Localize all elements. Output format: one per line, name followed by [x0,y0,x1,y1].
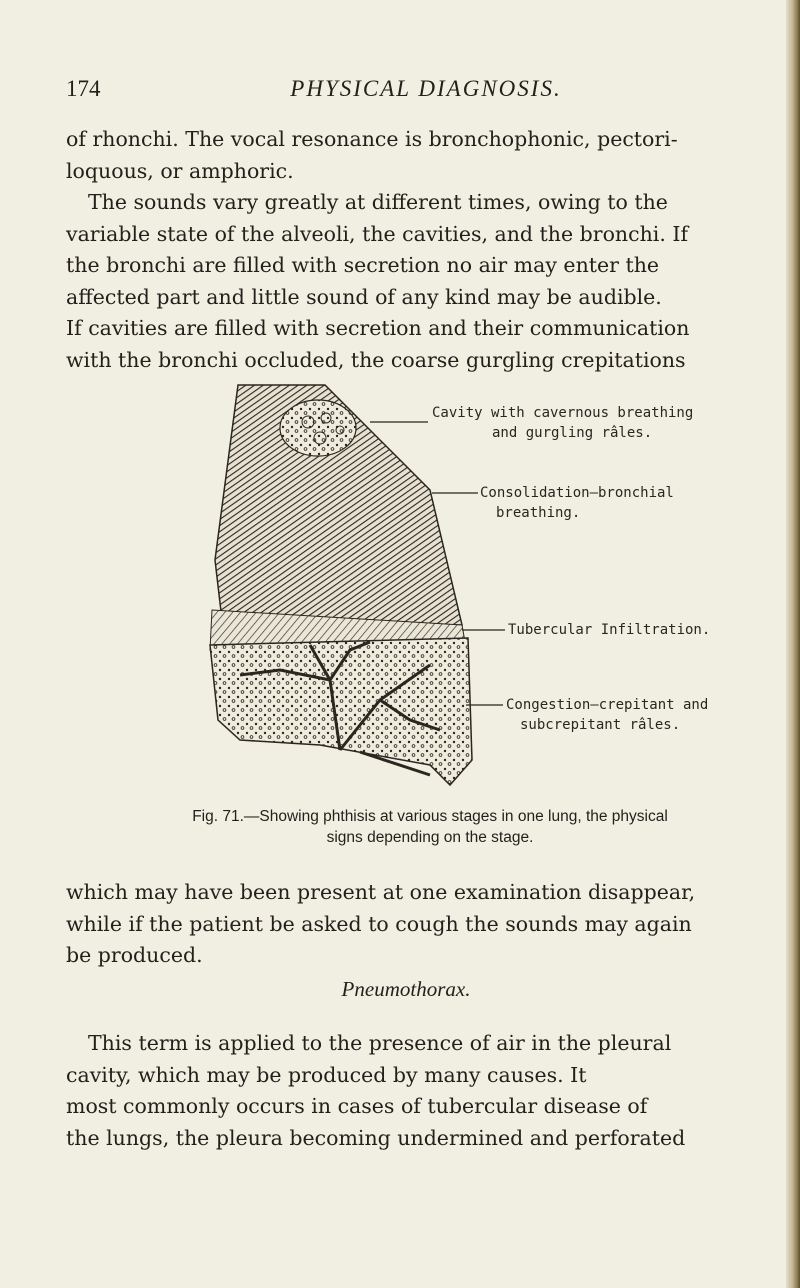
text-line: which may have been present at one examination disappear, [66,880,696,904]
caption-line: signs depending on the stage. [326,829,534,846]
label-consolidation: Consolidation—bronchial [480,485,674,501]
text-line: of rhonchi. The vocal resonance is bronchophonic, pectori- [66,127,678,151]
label-consolidation-cont: breathing. [496,505,581,521]
text-line: while if the patient be asked to cough the sounds may again [66,911,692,936]
paragraph-bottom [66,1028,746,1154]
text-line: This term is applied to the presence of air in the pleural [88,1031,672,1055]
lung-figure [200,380,720,795]
label-congestion: Congestion—crepitant and [506,697,709,713]
caption-line: Fig. 71.—Showing phthisis at various stages in one lung, the physical [192,808,668,825]
text-line: loquous, or amphoric. [66,158,294,183]
page-edge-shadow [786,0,800,1288]
text-line: variable state of the alveoli, the cavities, and the bronchi. If [66,221,689,246]
figure-caption [160,806,700,848]
text-line: most commonly occurs in cases of tubercular disease of [66,1094,648,1118]
text-line: cavity, which may be produced by many causes. It [66,1062,587,1087]
label-tubercular: Tubercular Infiltration. [508,622,711,638]
paragraph-middle [66,877,746,972]
label-cavity: Cavity with cavernous breathing [432,405,694,421]
text-line: be produced. [66,943,203,967]
text-line: If cavities are filled with secretion and their communication [66,316,690,340]
text-line: with the bronchi occluded, the coarse gurgling crepitations [66,347,686,372]
congestion-region [210,638,472,785]
running-head: PHYSICAL DIAGNOSIS. [290,76,562,101]
label-cavity-cont: and gurgling râles. [492,425,653,441]
page-number: 174 [66,76,101,101]
text-line: the bronchi are filled with secretion no air may enter the [66,253,660,277]
label-congestion-cont: subcrepitant râles. [520,717,681,733]
text-line: affected part and little sound of any kind may be audible. [66,284,662,309]
paragraph-top [66,124,746,376]
text-line: The sounds vary greatly at different times, owing to the [88,190,668,214]
cavity-region [280,400,356,456]
section-title: Pneumothorax. [341,977,471,1001]
text-line: the lungs, the pleura becoming undermined and perforated [66,1125,686,1150]
page-header [66,76,746,106]
